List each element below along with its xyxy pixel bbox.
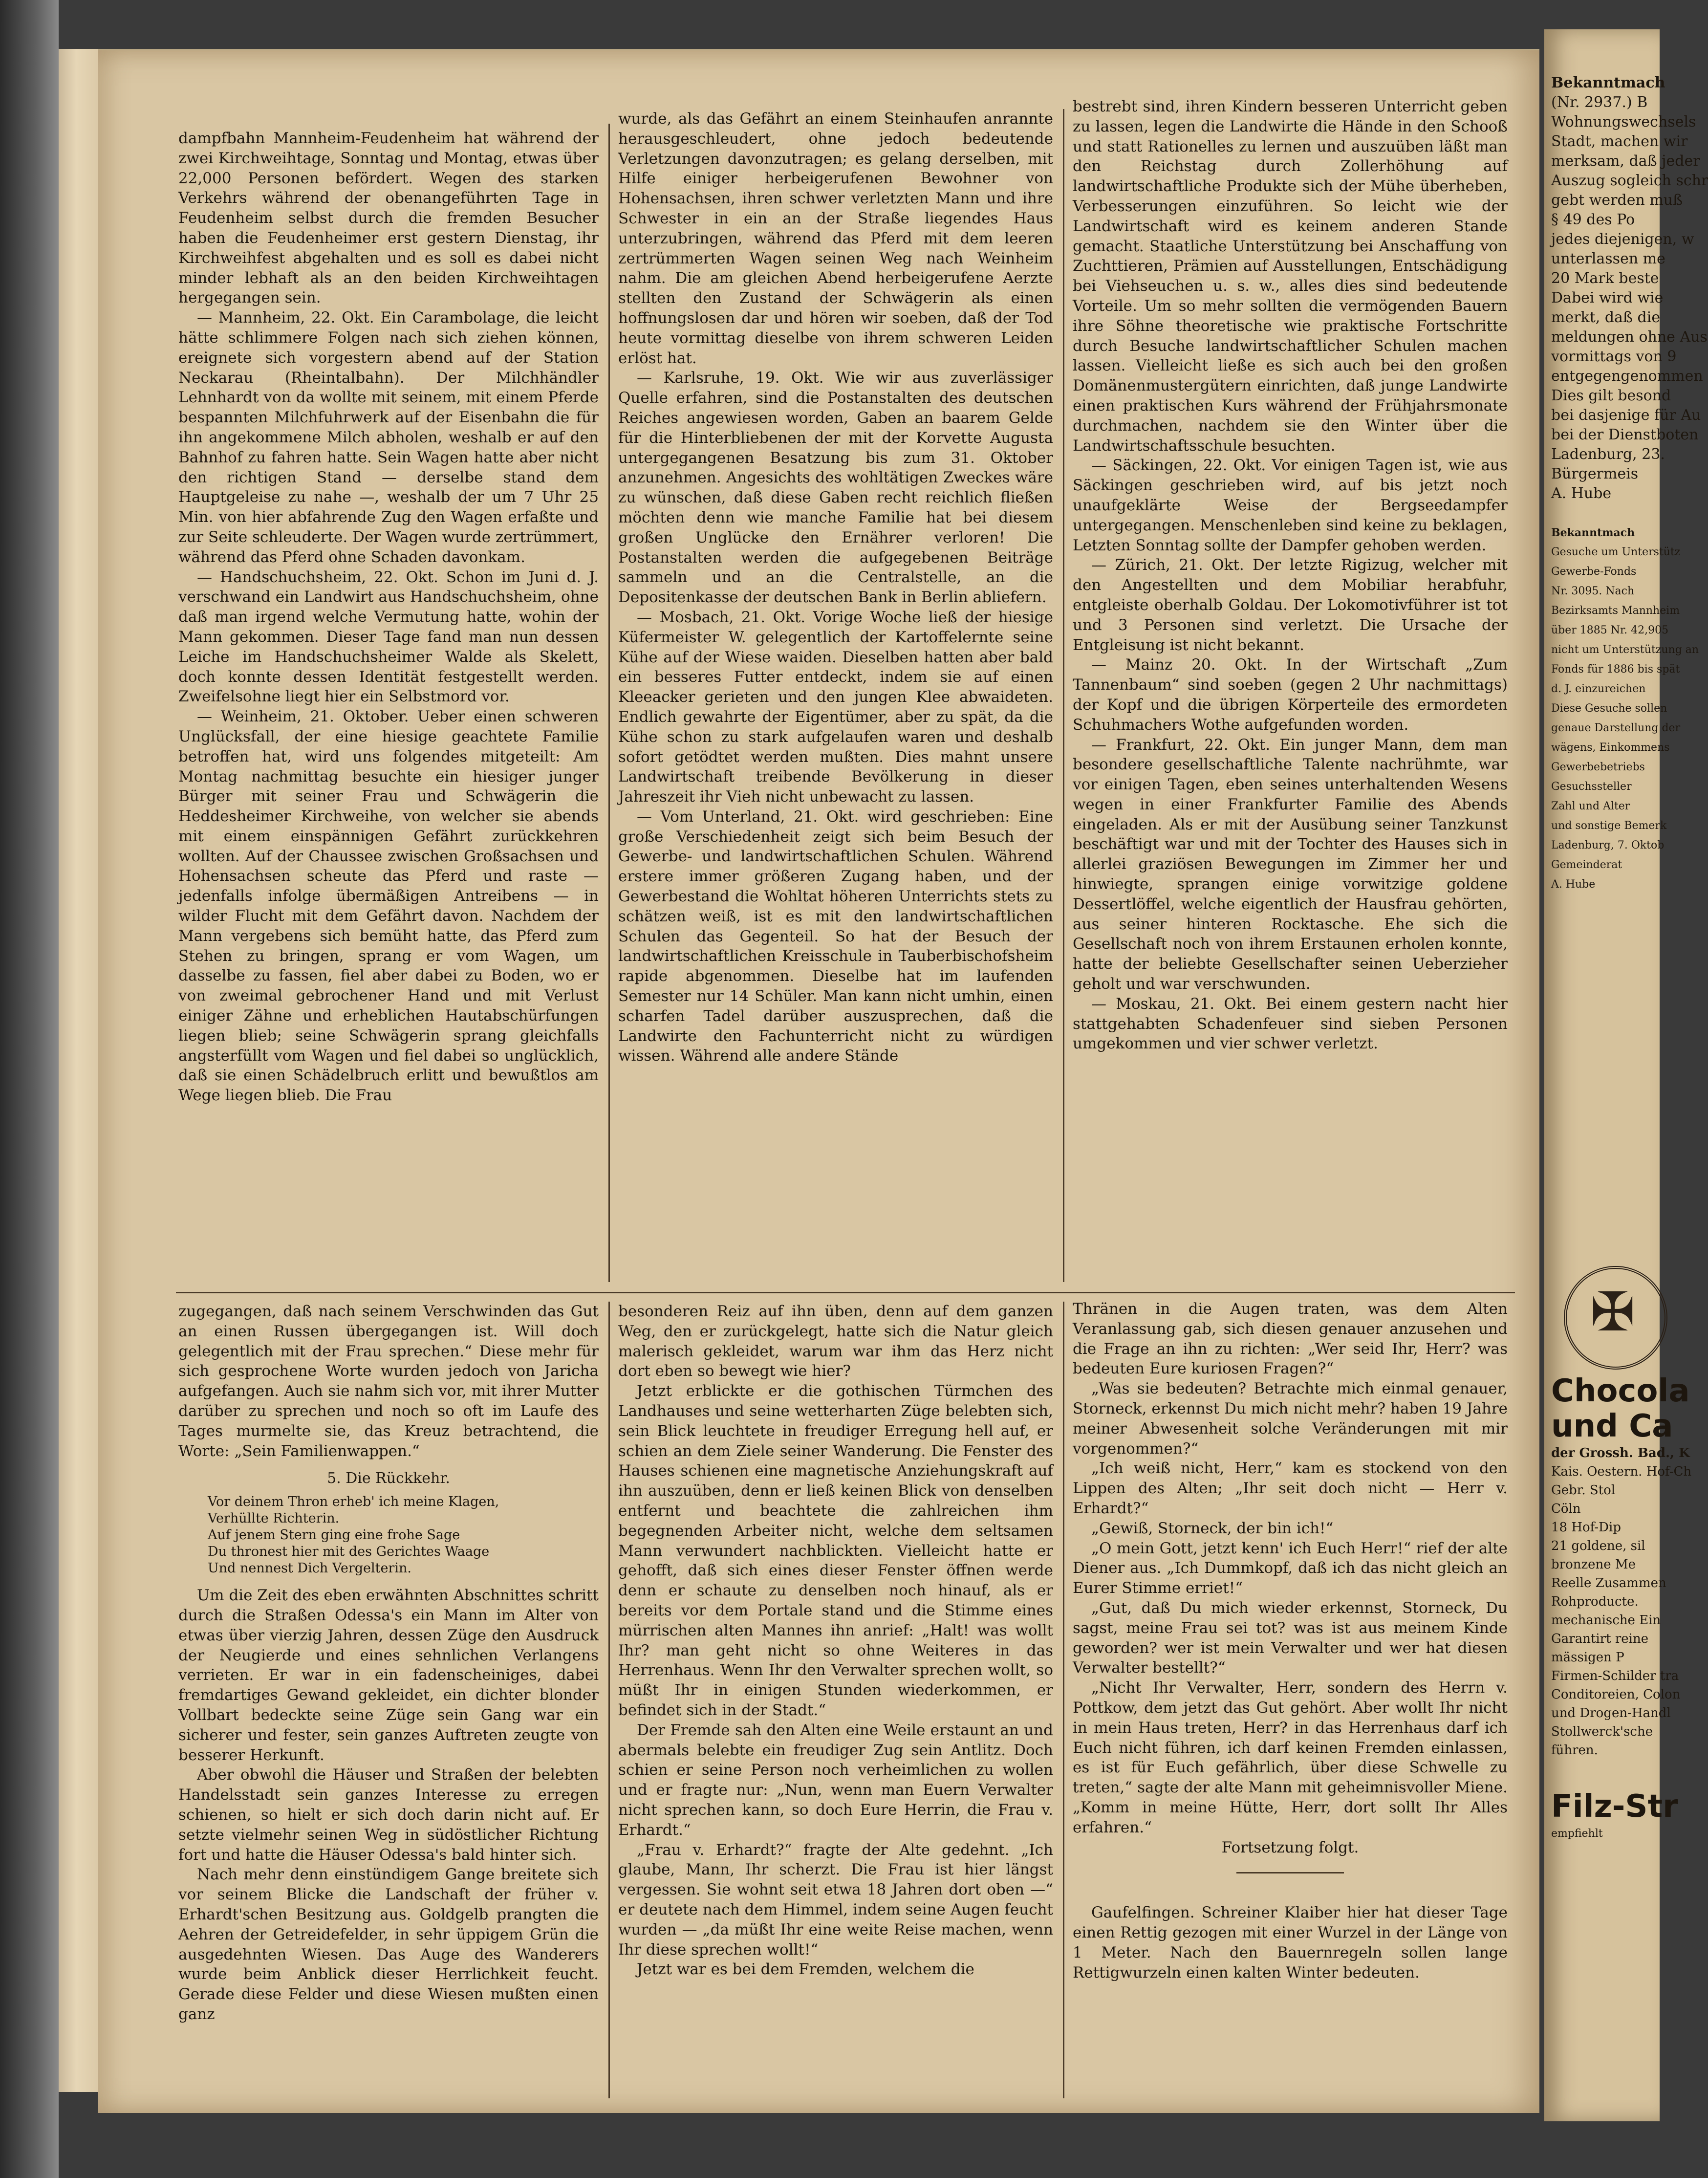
adjacent-page	[1544, 29, 1708, 2121]
column-top-right	[1073, 97, 1508, 1285]
notice-line: Wohnungswechsels	[1551, 113, 1696, 131]
story-paragraph: Thränen in die Augen traten, was dem Alten Veranlassung gab, sich diesen genauer anzusehen und die Frage an ihn zu richten: „Wer seid Ihr, Herr? was bedeuten Eure kuriosen Fragen?“	[1073, 1300, 1508, 1378]
story-paragraph: Aber obwohl die Häuser und Straßen der belebten Handelsstadt sein ganzes Interesse zu erregen schienen, so hielt er sich doch darin nicht auf. Er setzte vielmehr seinen Weg in südöstlicher Richtung fort und hatte die Häuser Odessa's bald hinter sich.	[178, 1766, 599, 1864]
notice-ladenburg-2	[1551, 523, 1699, 894]
separator-rule	[1236, 1872, 1344, 1873]
notice-line: entgegengenommen	[1551, 368, 1703, 385]
verse-line: Verhüllte Richterin.	[208, 1511, 340, 1526]
feuilleton-rule	[176, 1292, 1515, 1293]
article-paragraph: — Handschuchsheim, 22. Okt. Schon im Juni d. J. verschwand ein Landwirt aus Handschuchsheim, ohne daß man irgend welche Vermutung hatte, wohin der Mann gekommen. Dieser Tage fand man nun dessen Leiche im Handschuchsheimer Walde als Skelett, doch konnte dessen Identität festgestellt werden. Zweifelsohne liegt hier ein Selbstmord vor.	[178, 568, 599, 706]
article-paragraph: bestrebt sind, ihren Kindern besseren Unterricht geben zu lassen, legen die Landwirte die Hände in den Schooß und statt Rationelles zu lernen und auszuüben läßt man den Reichstag durch Zollerhöhung auf landwirtschaftliche Produkte sich der Mühe überheben, Verbesserungen einzuführen. So leicht wie der Landwirtschaft wird es keinem anderen Stande gemacht. Staatliche Unterstützung bei Anschaffung von Zuchttieren, Prämien auf Ausstellungen, Entschädigung bei Viehseuchen u. s. w., alles dies sind bedeutende Vorteile. Um so mehr sollten die vermögenden Bauern ihre Söhne theoretische wie praktische Fortschritte durch Besuche landwirtschaftlicher Schulen machen lassen. Vielleicht ließe es sich auch bei den großen Domänenmustergütern einrichten, daß junge Landwirte einen praktischen Kurs während der Frühjahrsmonate durchmachen, nachdem sie den Winter über die Landwirtschaftsschule besuchten.	[1073, 98, 1508, 455]
notice-line: Garantirt reine	[1551, 1632, 1649, 1646]
story-paragraph: „Nicht Ihr Verwalter, Herr, sondern des Herrn v. Pottkow, dem jetzt das Gut gehört. Aber wollt Ihr nicht in mein Haus treten, Herr? in das Herrenhaus darf ich Euch nicht führen, ich darf keinen Fremden einlassen, es ist für Euch gefährlich, über diese Schwelle zu treten,“ sagte der alte Mann mit geheimnisvoller Miene. „Komm in meine Hütte, Herr, dort sollt Ihr Alles erfahren.“	[1073, 1679, 1508, 1836]
notice-line: vormittags von 9	[1551, 348, 1677, 365]
column-rule	[608, 124, 610, 1282]
column-bottom-middle	[618, 1302, 1053, 2103]
notice-line: der Grossh. Bad., K	[1551, 1446, 1690, 1460]
article-paragraph: — Säckingen, 22. Okt. Vor einigen Tagen ist, wie aus Säckingen geschrieben wird, auf bis jetzt noch unaufgeklärte Weise der Bergseedampfer untergegangen. Menschenleben sind keine zu beklagen, Letzten Sonntag sollte der Dampfer gehoben werden.	[1073, 457, 1508, 554]
article-paragraph: — Karlsruhe, 19. Okt. Wie wir aus zuverlässiger Quelle erfahren, sind die Postanstalten des deutschen Reiches angewiesen worden, Gaben an baarem Gelde für die Hinterbliebenen der mit der Korvette Augusta untergegangenen Besatzung bis zum 31. Oktober anzunehmen. Angesichts des wohltätigen Zweckes wäre zu wünschen, daß diese Gaben recht reichlich fließen möchten denn wie manche Familie hat bei diesem großen Unglücke den Ernährer verloren! Die Postanstalten werden die aufgegebenen Beiträge sammeln und an die Centralstelle, an die Depositenkasse der deutschen Bank in Berlin abliefern.	[618, 369, 1053, 607]
verse-line: Vor deinem Thron erheb' ich meine Klagen,	[208, 1494, 499, 1510]
column-top-left	[178, 129, 599, 1277]
notice-line: Gewerbebetriebs	[1551, 761, 1645, 773]
notice-line: Auszug sogleich schr	[1551, 172, 1708, 189]
notice-line: und Drogen-Handl	[1551, 1706, 1671, 1721]
notice-line: A. Hube	[1551, 485, 1612, 502]
story-paragraph: Der Fremde sah den Alten eine Weile erstaunt an und abermals belebte ein freudiger Zug sein Antlitz. Doch schien er seine Person noch verheimlichen zu wollen und er fragte nur: „Nun, wenn man Euern Verwalter nicht sprechen kann, so doch Eure Herrin, die Frau v. Erhardt.“	[618, 1721, 1053, 1839]
column-bottom-right	[1073, 1299, 1508, 2101]
notice-line: Bürgermeis	[1551, 465, 1639, 482]
verse-line: Auf jenem Stern ging eine frohe Sage	[208, 1527, 460, 1543]
story-paragraph: Nach mehr denn einstündigem Gange breitete sich vor seinem Blicke die Landschaft der früher v. Erhardt'schen Besitzung aus. Goldgelb prangten die Aehren der Getreidefelder, in sehr üppigem Grün die ausgedehnten Wiesen. Das Auge des Wanderers wurde beim Anblick dieser Herrlichkeit feucht. Gerade diese Felder und diese Wiesen mußten einen ganz	[178, 1866, 599, 2023]
article-paragraph: — Mainz 20. Okt. In der Wirtschaft „Zum Tannenbaum“ sind soeben (gegen 2 Uhr nachmittags) der Kopf und die übrigen Körperteile des ermordeten Schuhmachers Wothe aufgefunden worden.	[1073, 656, 1508, 734]
notice-line: (Nr. 2937.) B	[1551, 94, 1648, 111]
ad-heading-1: Chocola	[1551, 1373, 1690, 1409]
story-paragraph: „O mein Gott, jetzt kenn' ich Euch Herr!“ rief der alte Diener aus. „Ich Dummkopf, daß ich das nicht gleich an Eurer Stimme erriet!“	[1073, 1539, 1508, 1597]
column-top-middle	[618, 109, 1053, 1282]
notice-line: Gebr. Stol	[1551, 1483, 1616, 1498]
notice-line: Cöln	[1551, 1502, 1581, 1516]
article-paragraph: — Moskau, 21. Okt. Bei einem gestern nacht hier stattgehabten Schadenfeuer sind sieben Personen umgekommen und vier schwer verletzt.	[1073, 995, 1508, 1053]
notice-line: Gewerbe-Fonds	[1551, 566, 1637, 578]
notice-line: und sonstige Bemerk	[1551, 820, 1667, 832]
story-paragraph: Jetzt war es bei dem Fremden, welchem die	[637, 1960, 974, 1979]
verse-line: Und nennest Dich Vergelterin.	[208, 1561, 411, 1576]
notice-line: Dies gilt besond	[1551, 387, 1671, 404]
chapter-heading: 5. Die Rückkehr.	[327, 1470, 450, 1487]
notice-line: Ladenburg, 23.	[1551, 446, 1665, 463]
notice-line: genaue Darstellung der	[1551, 722, 1681, 734]
continued-note: Fortsetzung folgt.	[1221, 1838, 1359, 1856]
notice-line: nicht um Unterstützung an	[1551, 644, 1699, 656]
story-paragraph: „Frau v. Erhardt?“ fragte der Alte gedehnt. „Ich glaube, Mann, Ihr scherzt. Die Frau ist hier längst vergessen. Sie wohnt seit etwa 18 Jahren dort oben —“ er deutete nach dem Himmel, indem seine Augen feucht wurden — „da müßt Ihr eine weite Reise machen, wenn Ihr diese sprechen wollt!“	[618, 1841, 1053, 1959]
notice-line: Rohproducte.	[1551, 1594, 1639, 1609]
notice-line: bei dasjenige für Au	[1551, 407, 1701, 424]
column-bottom-left	[178, 1302, 599, 2103]
notice-line: Bezirksamts Mannheim	[1551, 605, 1680, 617]
notice-line: Zahl und Alter	[1551, 800, 1630, 812]
article-paragraph: — Vom Unterland, 21. Okt. wird geschrieben: Eine große Verschiedenheit zeigt sich beim Besuch der Gewerbe- und landwirtschaftlichen Schulen. Während erstere immer größeren Zugang haben, und der Gewerbestand die Wohltat höheren Unterrichts stets zu schätzen weiß, ist es mit den landwirtschaftlichen Schulen das Gegenteil. So hat der Besuch der landwirtschaftlichen Kreisschule in Tauberbischofsheim rapide abgenommen. Dieselbe hat im laufenden Semester nur 14 Schüler. Man kann nicht umhin, einen scharfen Tadel darüber auszusprechen, daß die Landwirte den Fachunterricht nicht zu würdigen wissen. Während alle andere Stände	[618, 807, 1053, 1065]
column-rule	[1063, 109, 1064, 1282]
story-paragraph: „Was sie bedeuten? Betrachte mich einmal genauer, Storneck, erkennst Du mich nicht mehr? haben 19 Jahre meiner Abwesenheit solche Veränderungen mit mir vorgenommen?“	[1073, 1380, 1508, 1458]
column-rule	[608, 1302, 610, 2098]
ad-heading-2: und Ca	[1551, 1408, 1673, 1444]
notice-line: Ladenburg, 7. Oktob	[1551, 839, 1665, 851]
notice-line: führen.	[1551, 1743, 1598, 1758]
notice-line: merkt, daß die	[1551, 309, 1661, 326]
notice-line: bei der Dienstboten	[1551, 426, 1699, 443]
story-paragraph: „Gewiß, Storneck, der bin ich!“	[1091, 1519, 1334, 1537]
notice-line: jedes diejenigen, w	[1551, 231, 1694, 248]
article-paragraph: — Zürich, 21. Okt. Der letzte Rigizug, welcher mit den Angestellten und dem Mobiliar herabfuhr, entgleiste oberhalb Goldau. Der Lokomotivführer ist tot und 3 Personen sind verletzt. Die Ursache der Entgleisung ist nicht bekannt.	[1073, 556, 1508, 654]
notice-ladenburg-1	[1551, 73, 1708, 503]
story-paragraph: besonderen Reiz auf ihn üben, denn auf dem ganzen Weg, den er zurückgelegt, hatte sich die Natur gleich malerisch gekleidet, warum war ihm das Herz nicht dort eben so bewegt wie hier?	[618, 1303, 1053, 1380]
notice-line: meldungen ohne Aus	[1551, 328, 1708, 346]
notice-line: Conditoreien, Colon	[1551, 1687, 1681, 1702]
notice-line: d. J. einzureichen	[1551, 683, 1646, 695]
notice-line: Bekanntmach	[1551, 526, 1635, 539]
notice-line: Reelle Zusammen	[1551, 1576, 1666, 1590]
notice-line: Bekanntmach	[1551, 74, 1665, 91]
book-binding	[0, 0, 59, 2178]
story-paragraph: Jetzt erblickte er die gothischen Türmchen des Landhauses und seine wetterharten Züge belebten sich, sein Blick leuchtete in freudiger Erregung hell auf, er schien an dem Ziele seiner Wanderung. Die Fenster des Hauses schienen eine magnetische Anziehungskraft auf ihn auszuüben, denn er ließ keinen Blick von denselben entfernt und beachtete die zahlreichen ihm begegnenden Arbeiter nicht, welche dem seltsamen Mann verwundert nachblickten. Vielleicht hatte er gehofft, daß sich eines dieser Fenster öffnen werde denn er schaute zu denselben noch hinauf, als er bereits vor dem Portale stand und die Stimme eines mürrischen alten Mannes ihn anrief: „Halt! was wollt Ihr? man geht nicht so ohne Weiteres in das Herrenhaus. Wenn Ihr den Verwalter sprechen wollt, so müßt Ihr in einigen Stunden wiederkommen, er befindet sich in der Stadt.“	[618, 1382, 1053, 1719]
ad-heading-3: Filz-Str	[1551, 1788, 1678, 1825]
notice-line: mechanische Ein	[1551, 1613, 1661, 1628]
article-paragraph: — Weinheim, 21. Oktober. Ueber einen schweren Unglücksfall, der eine hiesige geachtete Familie betroffen hat, wird uns folgendes mitgeteilt: Am Montag nachmittag besuchte ein hiesiger junger Bürger mit seiner Frau und Schwägerin die Heddesheimer Kirchweihe, von welcher sie abends mit einem einspännigen Gefährt zurückkehren wollten. Auf der Chaussee zwischen Großsachsen und Hohensachsen scheute das Pferd und raste — jedenfalls infolge übermäßigen Antreibens — in wilder Flucht mit dem Gefährt davon. Nachdem der Mann vergebens sich bemüht hatte, das Pferd zum Stehen zu bringen, sprang er vom Wagen, um dasselbe zu fassen, fiel aber dabei zu Boden, wo er von zweimal gebrochener Hand und mit Verlust einiger Zähne und erheblichen Hautabschürfungen liegen blieb; seine Schwägerin sprang gleichfalls angsterfüllt vom Wagen und fiel dabei so unglücklich, daß sie einen Schädelbruch erlitt und bewußtlos am Wege liegen blieb. Die Frau	[178, 708, 599, 1105]
notice-line: Stadt, machen wir	[1551, 133, 1688, 150]
imperial-eagle-crest-icon	[1564, 1266, 1667, 1370]
article-paragraph: — Frankfurt, 22. Okt. Ein junger Mann, dem man besondere gesellschaftliche Talente nachrühmte, war vor einigen Tagen, eben seines unterhaltenden Wesens wegen in einer Frankfurter Familie des Abends eingeladen. Als er mit der Ausübung seiner Tanzkunst beschäftigt war und mit der Tochter des Hauses sich in allerlei graziösen Bewegungen im Zimmer her und hinwiegte, sprangen einige vorwitzige goldene Dessertlöffel, welche eigentlich der Hausfrau gehörten, aus seiner hinteren Rocktasche. Ehe sich die Gesellschaft noch von ihrem Erstaunen erholen konnte, hatte der beliebte Gesellschafter seinen Ueberzieher geholt und war verschwunden.	[1073, 736, 1508, 993]
notice-line: mässigen P	[1551, 1650, 1624, 1665]
article-paragraph: — Mannheim, 22. Okt. Ein Carambolage, die leicht hätte schlimmere Folgen nach sich ziehen können, ereignete sich vorgestern abend auf der Station Neckarau (Rheintalbahn). Der Milchhändler Lehnhardt von da wollte mit seinem, mit einem Pferde bespannten Milchfuhrwerk auf der Eisenbahn die für ihn angekommene Milch abholen, weshalb er auf den Bahnhof zu fahren hatte. Sein Wagen hatte aber nicht den richtigen Stand — derselbe stand dem Hauptgeleise zu nahe —, weshalb der um 7 Uhr 25 Min. von hier abfahrende Zug den Wagen erfaßte und zur Seite schleuderte. Der Wagen wurde zertrümmert, während das Pferd ohne Schaden davonkam.	[178, 309, 599, 566]
story-paragraph: zugegangen, daß nach seinem Verschwinden das Gut an einen Russen übergegangen ist. Will doch gelegentlich mit der Frau sprechen.“ Diese mehr für sich gesprochene Worte wurden jedoch von Jaricha aufgefangen. Auch sie nahm sich vor, mit ihrer Mutter darüber zu sprechen und noch so oft im Laufe des Tages murmelte sie, das Kreuz betrachtend, die Worte: „Sein Familienwappen.“	[178, 1303, 599, 1460]
notice-line: 20 Mark beste	[1551, 270, 1659, 287]
notice-line: wägens, Einkommens	[1551, 741, 1670, 754]
article-paragraph: dampfbahn Mannheim-Feudenheim hat während der zwei Kirchweihtage, Sonntag und Montag, etwas über 22,000 Personen befördert. Wegen des starken Verkehrs während der obenangeführten Tage in Feudenheim selbst durch die fremden Besucher haben die Feudenheimer erst gestern Dienstag, ihr Kirchweihfest abgehalten und es soll es dabei nicht minder lebhaft als an den beiden Kirchweihtagen hergegangen sein.	[178, 130, 599, 307]
story-paragraph: „Gut, daß Du mich wieder erkennst, Storneck, Du sagst, meine Frau sei tot? was ist aus meinem Kinde geworden? wer ist mein Verwalter und wer hat diesen Verwalter bestellt?“	[1073, 1599, 1508, 1677]
notice-line: Firmen-Schilder tra	[1551, 1669, 1679, 1683]
story-paragraph: „Ich weiß nicht, Herr,“ kam es stockend von den Lippen des Alten; „Ihr seit doch nicht — Herr v. Erhardt?“	[1073, 1459, 1508, 1517]
notice-line: Stollwerck'sche	[1551, 1724, 1653, 1739]
local-news-paragraph: Gaufelfingen. Schreiner Klaiber hier hat dieser Tage einen Rettig gezogen mit einer Wurzel in der Länge von 1 Meter. Nach den Bauernregeln sollen lange Rettigwurzeln einen kalten Winter bedeuten.	[1073, 1904, 1508, 1982]
verse-line: Du thronest hier mit des Gerichtes Waage	[208, 1544, 490, 1560]
notice-line: Dabei wird wie	[1551, 289, 1664, 306]
article-paragraph: — Mosbach, 21. Okt. Vorige Woche ließ der hiesige Küfermeister W. gelegentlich der Kartoffelernte seine Kühe auf der Wiese waiden. Dieselben hatten aber bald ein besseres Futter entdeckt, indem sie auf einen Kleeacker gerieten und den jungen Klee abwaideten. Endlich gewahrte der Eigentümer, aber zu spät, da die Kühe schon zu stark aufgelaufen waren und deshalb sofort getödtet werden mußten. Dies mahnt unsere Landwirtschaft treibende Bevölkerung in dieser Jahreszeit ihr Vieh nicht unbewacht zu lassen.	[618, 608, 1053, 806]
notice-line: merksam, daß jeder	[1551, 152, 1700, 170]
notice-line: Diese Gesuche sollen	[1551, 702, 1667, 715]
notice-line: unterlassen me	[1551, 250, 1665, 267]
notice-line: gebt werden muß	[1551, 192, 1683, 209]
notice-line: Nr. 3095. Nach	[1551, 585, 1635, 597]
story-paragraph: Um die Zeit des eben erwähnten Abschnittes schritt durch die Straßen Odessa's ein Mann im Alter von etwas über vierzig Jahren, dessen Züge den Ausdruck der Neugierde und eines sehnlichen Verlangens verrieten. Er war in ein fadenscheiniges, dabei fremdartiges Gewand gekleidet, ein dichter blonder Vollbart bedeckte seine Züge sein Gang war ein sicherer und fester, sein ganzes Auftreten zeugte von besserer Herkunft.	[178, 1587, 599, 1764]
ad-tail: empfiehlt	[1551, 1828, 1603, 1840]
notice-line: Fonds für 1886 bis spät	[1551, 663, 1680, 675]
notice-line: § 49 des Po	[1551, 211, 1635, 228]
column-rule	[1063, 1302, 1064, 2098]
notice-line: 18 Hof-Dip	[1551, 1520, 1621, 1535]
newspaper-page	[98, 49, 1539, 2113]
notice-line: Kais. Oestern. Hof-Ch	[1551, 1464, 1692, 1479]
notice-line: bronzene Me	[1551, 1557, 1636, 1572]
notice-line: A. Hube	[1551, 878, 1596, 891]
notice-line: Gesuche um Unterstütz	[1551, 546, 1681, 558]
article-paragraph: wurde, als das Gefährt an einem Steinhaufen anrannte herausgeschleudert, ohne jedoch bedeutende Verletzungen davonzutragen; es gelang derselben, mit Hilfe einiger herbeigerufenen Bewohner von Hohensachsen, ihren schwer verletzten Mann und ihre Schwester in ein an der Straße liegendes Haus unterzubringen, während das Pferd mit dem leeren zertrümmerten Wagen seinen Weg nach Weinheim nahm. Die am gleichen Abend herbeigerufene Aerzte stellten den Zustand der Schwägerin als einen hoffnungslosen dar und hören wir soeben, daß der Tod heute vormittag dieselbe von ihrem schweren Leiden erlöst hat.	[618, 110, 1053, 367]
notice-line: Gesuchssteller	[1551, 781, 1632, 793]
notice-line: 21 goldene, sil	[1551, 1539, 1645, 1553]
notice-line: Gemeinderat	[1551, 859, 1622, 871]
advertisement-chocolate	[1551, 1373, 1692, 1844]
page-edges	[59, 49, 103, 2092]
notice-line: über 1885 Nr. 42,905	[1551, 624, 1669, 636]
